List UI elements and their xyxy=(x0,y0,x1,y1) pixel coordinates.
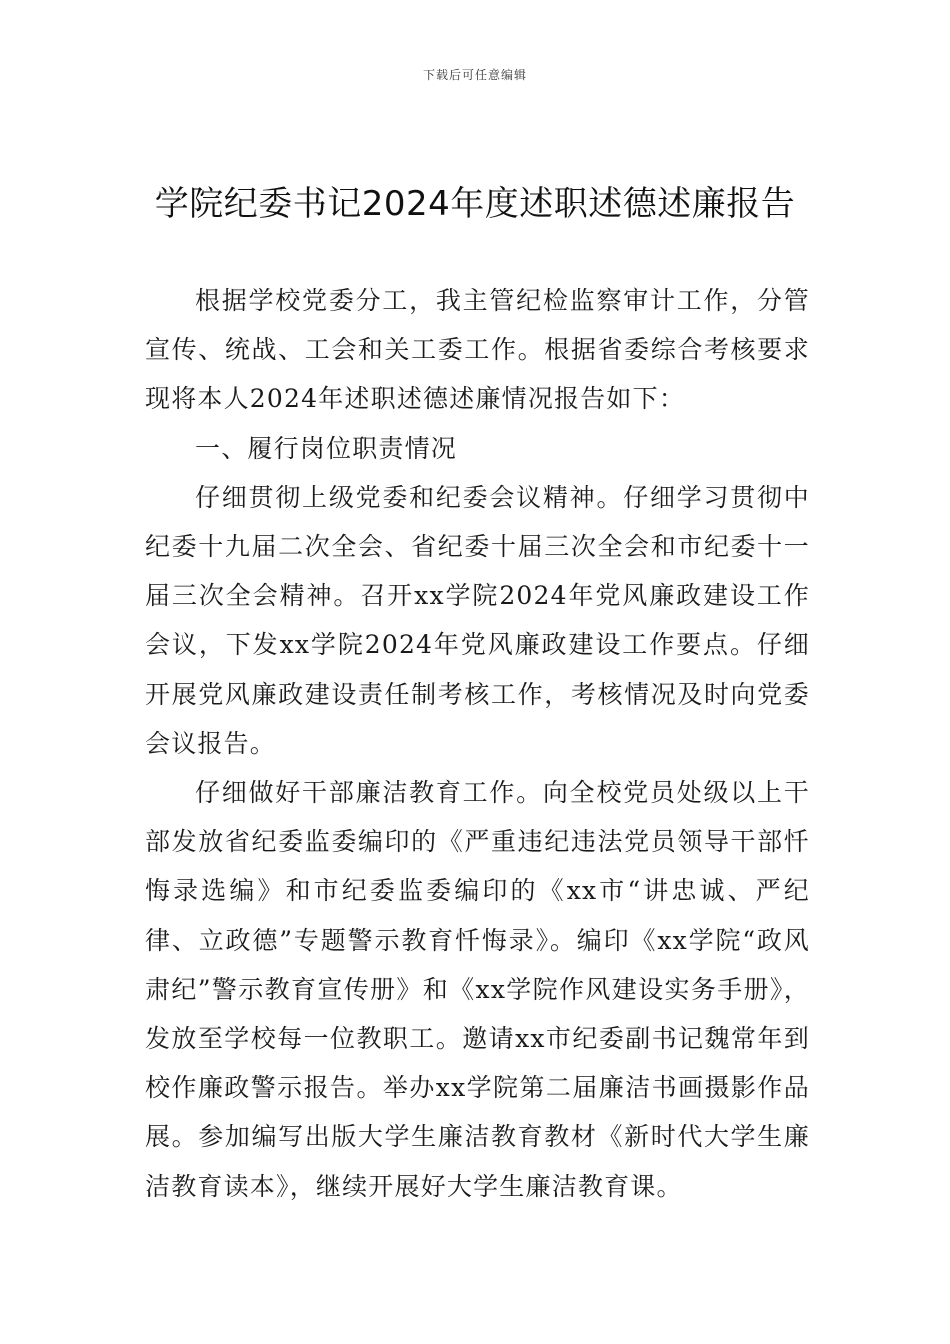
section-heading-1: 一、履行岗位职责情况 xyxy=(195,433,458,463)
page-header-note: 下载后可任意编辑 xyxy=(422,68,527,82)
paragraph-intro: 根据学校党委分工，我主管纪检监察审计工作，分管宣传、统战、工会和关工委工作。根据省委综合考核要求现将本人2024年述职述德述廉情况报告如下： xyxy=(145,286,810,414)
document-body xyxy=(145,276,810,1211)
paragraph-integrity-education: 仔细做好干部廉洁教育工作。向全校党员处级以上干部发放省纪委监委编印的《严重违纪违法党员领导干部忏悔录选编》和市纪委监委编印的《xx市“讲忠诚、严纪律、立政德”专题警示教育忏悔录》。编印《xx学院“政风肃纪”警示教育宣传册》和《xx学院作风建设实务手册》，发放至学校每一位教职工。邀请xx市纪委副书记魏常年到校作廉政警示报告。举办xx学院第二届廉洁书画摄影作品展。参加编写出版大学生廉洁教育教材《新时代大学生廉洁教育读本》，继续开展好大学生廉洁教育课。 xyxy=(145,778,810,1201)
document-title: 学院纪委书记2024年度述职述德述廉报告 xyxy=(154,184,796,224)
paragraph-meeting-spirit: 仔细贯彻上级党委和纪委会议精神。仔细学习贯彻中纪委十九届二次全会、省纪委十届三次全会和市纪委十一届三次全会精神。召开xx学院2024年党风廉政建设工作会议，下发xx学院2024年党风廉政建设工作要点。仔细开展党风廉政建设责任制考核工作，考核情况及时向党委会议报告。 xyxy=(145,482,810,758)
